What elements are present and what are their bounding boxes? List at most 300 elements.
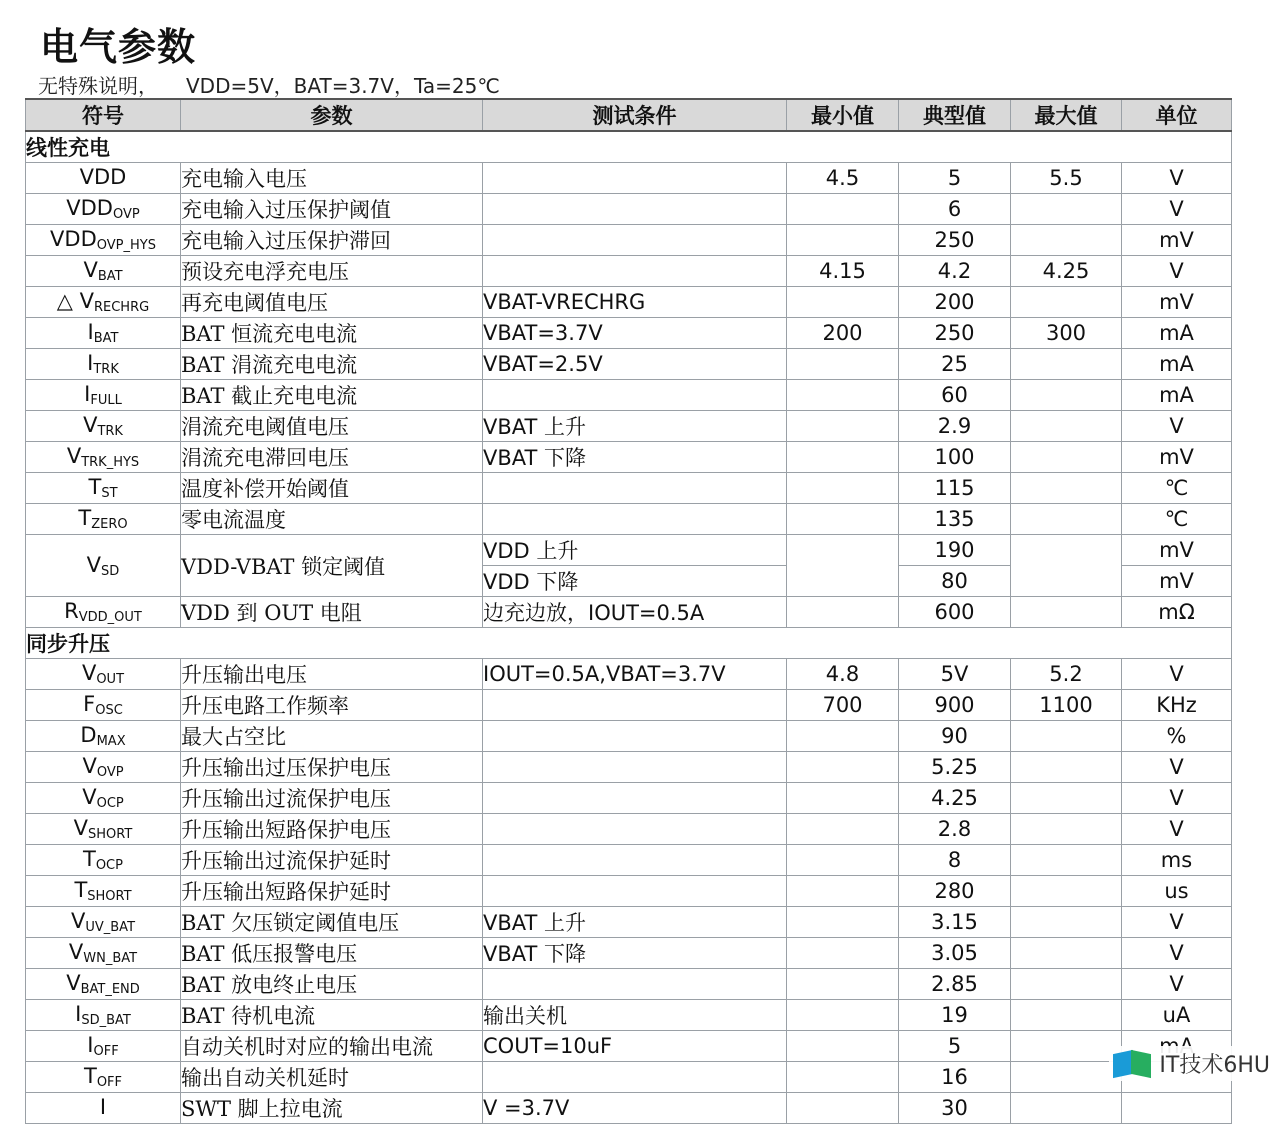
symbol-cell xyxy=(26,535,181,597)
condition-cell xyxy=(483,783,787,814)
table-row xyxy=(26,783,1232,814)
param-cell: 升压输出电压 xyxy=(181,659,483,690)
symbol-subscript: WN_BAT xyxy=(83,951,138,966)
symbol-subscript: ZERO xyxy=(91,517,128,532)
table-row xyxy=(26,225,1232,256)
symbol-subscript: OCP xyxy=(95,858,123,873)
table-header-row xyxy=(26,99,1232,131)
symbol-cell xyxy=(26,225,181,256)
table-row xyxy=(26,504,1232,535)
min-cell xyxy=(787,1000,899,1031)
condition-cell xyxy=(483,194,787,225)
section-linear-charge-row xyxy=(26,131,1232,163)
symbol-base: D xyxy=(80,723,97,747)
symbol-base: V xyxy=(83,258,98,282)
table-row xyxy=(26,938,1232,969)
symbol-base: V xyxy=(82,785,97,809)
table-row xyxy=(26,194,1232,225)
symbol-cell xyxy=(26,938,181,969)
param-cell: VDD-VBAT 锁定阈值 xyxy=(181,535,483,597)
table-row xyxy=(26,411,1232,442)
max-cell xyxy=(1011,380,1122,411)
param-cell: BAT 待机电流 xyxy=(181,1000,483,1031)
page-title: 电气参数 xyxy=(40,24,197,69)
header-parameter: 参数 xyxy=(181,99,483,131)
condition-cell xyxy=(483,814,787,845)
param-cell: 输出自动关机延时 xyxy=(181,1062,483,1093)
min-cell xyxy=(787,380,899,411)
condition-cell: 边充边放，IOUT=0.5A xyxy=(483,597,787,628)
condition-cell: VDD 上升 xyxy=(483,535,787,566)
symbol-cell xyxy=(26,659,181,690)
symbol-subscript: TRK xyxy=(97,424,123,439)
symbol-subscript: OFF xyxy=(96,1075,122,1090)
typ-cell: 90 xyxy=(899,721,1011,752)
min-cell xyxy=(787,287,899,318)
unit-cell: V xyxy=(1122,783,1232,814)
typ-cell: 5V xyxy=(899,659,1011,690)
symbol-subscript: BAT xyxy=(97,269,123,284)
default-conditions xyxy=(38,70,500,99)
symbol-subscript: OVP xyxy=(112,207,140,222)
symbol-cell xyxy=(26,845,181,876)
symbol-base: I xyxy=(75,1002,82,1026)
symbol-base: VDD xyxy=(79,165,127,189)
table-row xyxy=(26,845,1232,876)
condition-cell: VBAT 上升 xyxy=(483,411,787,442)
symbol-subscript: OVP xyxy=(96,765,124,780)
table-row xyxy=(26,473,1232,504)
symbol-subscript: BAT xyxy=(93,331,119,346)
condition-cell xyxy=(483,690,787,721)
max-cell xyxy=(1011,1093,1122,1124)
typ-cell: 80 xyxy=(899,566,1011,597)
typ-cell: 8 xyxy=(899,845,1011,876)
condition-cell xyxy=(483,380,787,411)
table-row xyxy=(26,907,1232,938)
table-row xyxy=(26,597,1232,628)
unit-cell: mA xyxy=(1122,380,1232,411)
min-cell xyxy=(787,938,899,969)
table-row xyxy=(26,256,1232,287)
unit-cell: % xyxy=(1122,721,1232,752)
min-cell xyxy=(787,1062,899,1093)
symbol-base: V xyxy=(70,909,86,933)
min-cell xyxy=(787,783,899,814)
unit-cell: ms xyxy=(1122,845,1232,876)
max-cell xyxy=(1011,504,1122,535)
max-cell xyxy=(1011,814,1122,845)
symbol-subscript: MAX xyxy=(96,734,126,749)
symbol-subscript: ST xyxy=(101,486,118,501)
symbol-base: T xyxy=(83,847,96,871)
param-cell: 再充电阈值电压 xyxy=(181,287,483,318)
header-typ: 典型值 xyxy=(899,99,1011,131)
symbol-base: V xyxy=(82,754,97,778)
min-cell xyxy=(787,597,899,628)
symbol-subscript: SD_BAT xyxy=(81,1013,131,1028)
symbol-cell xyxy=(26,380,181,411)
symbol-subscript: TRK xyxy=(93,362,119,377)
typ-cell: 115 xyxy=(899,473,1011,504)
table-row xyxy=(26,876,1232,907)
min-cell xyxy=(787,473,899,504)
symbol-subscript: OVP_HYS xyxy=(96,238,156,253)
param-cell: BAT 低压报警电压 xyxy=(181,938,483,969)
table-row xyxy=(26,1000,1232,1031)
unit-cell: mV xyxy=(1122,442,1232,473)
max-cell xyxy=(1011,969,1122,1000)
min-cell: 700 xyxy=(787,690,899,721)
unit-cell: V xyxy=(1122,256,1232,287)
symbol-base: T xyxy=(78,506,92,530)
min-cell xyxy=(787,876,899,907)
symbol-base: I xyxy=(87,320,94,344)
condition-cell: COUT=10uF xyxy=(483,1031,787,1062)
symbol-cell xyxy=(26,907,181,938)
min-cell: 4.8 xyxy=(787,659,899,690)
symbol-cell xyxy=(26,1031,181,1062)
symbol-cell xyxy=(26,814,181,845)
symbol-subscript: BAT_END xyxy=(80,982,140,997)
header-symbol: 符号 xyxy=(26,99,181,131)
typ-cell: 60 xyxy=(899,380,1011,411)
symbol-subscript: SHORT xyxy=(88,827,133,842)
condition-cell xyxy=(483,256,787,287)
book-logo-icon xyxy=(1113,1049,1153,1079)
watermark-text: IT技术6HU xyxy=(1159,1053,1270,1078)
typ-cell: 6 xyxy=(899,194,1011,225)
max-cell xyxy=(1011,938,1122,969)
min-cell xyxy=(787,349,899,380)
unit-cell: mV xyxy=(1122,225,1232,256)
symbol-cell xyxy=(26,318,181,349)
unit-cell: uA xyxy=(1122,1000,1232,1031)
condition-cell: V =3.7V xyxy=(483,1093,787,1124)
typ-cell: 250 xyxy=(899,225,1011,256)
min-cell xyxy=(787,225,899,256)
symbol-base: T xyxy=(88,475,102,499)
condition-cell: IOUT=0.5A,VBAT=3.7V xyxy=(483,659,787,690)
unit-cell xyxy=(1122,1093,1232,1124)
symbol-cell xyxy=(26,1062,181,1093)
symbol-base: VDD xyxy=(66,196,113,220)
table-row xyxy=(26,814,1232,845)
param-cell: 预设充电浮充电压 xyxy=(181,256,483,287)
symbol-base: T xyxy=(83,1064,97,1088)
param-cell: 充电输入电压 xyxy=(181,163,483,194)
condition-cell xyxy=(483,163,787,194)
table-row xyxy=(26,690,1232,721)
unit-cell: mA xyxy=(1122,318,1232,349)
symbol-base: V xyxy=(66,444,82,468)
unit-cell: V xyxy=(1122,163,1232,194)
symbol-base: T xyxy=(74,878,88,902)
typ-cell: 250 xyxy=(899,318,1011,349)
typ-cell: 2.8 xyxy=(899,814,1011,845)
condition-cell xyxy=(483,969,787,1000)
param-cell: 充电输入过压保护滞回 xyxy=(181,225,483,256)
param-cell: 升压输出过压保护电压 xyxy=(181,752,483,783)
header-test-condition: 测试条件 xyxy=(483,99,787,131)
condition-cell: VBAT=2.5V xyxy=(483,349,787,380)
min-cell xyxy=(787,194,899,225)
max-cell xyxy=(1011,194,1122,225)
header-unit: 单位 xyxy=(1122,99,1232,131)
typ-cell: 16 xyxy=(899,1062,1011,1093)
symbol-base: I xyxy=(99,1095,107,1119)
max-cell xyxy=(1011,597,1122,628)
param-cell: 升压输出过流保护延时 xyxy=(181,845,483,876)
max-cell xyxy=(1011,349,1122,380)
symbol-cell xyxy=(26,163,181,194)
min-cell xyxy=(787,845,899,876)
param-cell: BAT 放电终止电压 xyxy=(181,969,483,1000)
unit-cell: V xyxy=(1122,411,1232,442)
symbol-cell xyxy=(26,442,181,473)
max-cell xyxy=(1011,1000,1122,1031)
symbol-cell xyxy=(26,876,181,907)
symbol-base: I xyxy=(87,351,94,375)
condition-cell: VBAT 下降 xyxy=(483,938,787,969)
unit-cell: ℃ xyxy=(1122,504,1232,535)
max-cell: 4.25 xyxy=(1011,256,1122,287)
condition-cell: VBAT 下降 xyxy=(483,442,787,473)
symbol-base: V xyxy=(68,940,84,964)
typ-cell: 600 xyxy=(899,597,1011,628)
condition-cell xyxy=(483,876,787,907)
symbol-cell xyxy=(26,473,181,504)
max-cell xyxy=(1011,876,1122,907)
unit-cell: mA xyxy=(1122,349,1232,380)
typ-cell: 19 xyxy=(899,1000,1011,1031)
symbol-subscript: OUT xyxy=(96,672,125,687)
header-max: 最大值 xyxy=(1011,99,1122,131)
symbol-cell xyxy=(26,783,181,814)
typ-cell: 2.85 xyxy=(899,969,1011,1000)
symbol-cell xyxy=(26,1093,181,1124)
section-boost-title: 同步升压 xyxy=(26,628,1232,659)
symbol-base: F xyxy=(83,692,96,716)
min-cell xyxy=(787,442,899,473)
table-row xyxy=(26,1031,1232,1062)
unit-cell: us xyxy=(1122,876,1232,907)
param-cell: BAT 欠压锁定阈值电压 xyxy=(181,907,483,938)
unit-cell: V xyxy=(1122,938,1232,969)
max-cell: 5.2 xyxy=(1011,659,1122,690)
param-cell: 升压输出短路保护延时 xyxy=(181,876,483,907)
typ-cell: 100 xyxy=(899,442,1011,473)
max-cell: 300 xyxy=(1011,318,1122,349)
min-cell xyxy=(787,411,899,442)
symbol-subscript: FULL xyxy=(90,393,122,408)
symbol-cell xyxy=(26,1000,181,1031)
symbol-cell xyxy=(26,349,181,380)
condition-cell xyxy=(483,845,787,876)
typ-cell: 5 xyxy=(899,1031,1011,1062)
symbol-cell xyxy=(26,969,181,1000)
typ-cell: 30 xyxy=(899,1093,1011,1124)
section-boost-row xyxy=(26,628,1232,659)
unit-cell: ℃ xyxy=(1122,473,1232,504)
max-cell xyxy=(1011,845,1122,876)
max-cell: 5.5 xyxy=(1011,163,1122,194)
max-cell xyxy=(1011,1031,1122,1062)
symbol-base: R xyxy=(64,599,79,623)
condition-cell xyxy=(483,1062,787,1093)
max-cell xyxy=(1011,411,1122,442)
min-cell: 4.5 xyxy=(787,163,899,194)
table-body xyxy=(26,131,1232,1124)
max-cell xyxy=(1011,907,1122,938)
table-row xyxy=(26,442,1232,473)
symbol-base: V xyxy=(86,552,102,577)
max-cell xyxy=(1011,783,1122,814)
table-row xyxy=(26,721,1232,752)
symbol-subscript: RECHRG xyxy=(93,300,150,315)
min-cell xyxy=(787,1031,899,1062)
symbol-base: VDD xyxy=(50,227,97,251)
table-row xyxy=(26,752,1232,783)
max-cell xyxy=(1011,752,1122,783)
param-cell: 升压输出过流保护电压 xyxy=(181,783,483,814)
symbol-cell xyxy=(26,287,181,318)
symbol-subscript: OFF xyxy=(93,1044,119,1059)
typ-cell: 3.15 xyxy=(899,907,1011,938)
typ-cell: 3.05 xyxy=(899,938,1011,969)
symbol-subscript: OCP xyxy=(96,796,124,811)
typ-cell: 900 xyxy=(899,690,1011,721)
table-row xyxy=(26,1062,1232,1093)
typ-cell: 5 xyxy=(899,163,1011,194)
condition-cell: VBAT-VRECHRG xyxy=(483,287,787,318)
symbol-cell xyxy=(26,721,181,752)
param-cell: 升压输出短路保护电压 xyxy=(181,814,483,845)
symbol-cell xyxy=(26,411,181,442)
table-row xyxy=(26,163,1232,194)
unit-cell: mV xyxy=(1122,566,1232,597)
symbol-cell xyxy=(26,194,181,225)
min-cell xyxy=(787,969,899,1000)
max-cell: 1100 xyxy=(1011,690,1122,721)
conditions-values: VDD=5V，BAT=3.7V，Ta=25℃ xyxy=(186,74,500,98)
min-cell xyxy=(787,907,899,938)
unit-cell: KHz xyxy=(1122,690,1232,721)
typ-cell: 135 xyxy=(899,504,1011,535)
condition-cell: VBAT=3.7V xyxy=(483,318,787,349)
symbol-base: I xyxy=(87,1033,94,1057)
typ-cell: 4.2 xyxy=(899,256,1011,287)
typ-cell: 4.25 xyxy=(899,783,1011,814)
max-cell xyxy=(1011,721,1122,752)
condition-cell xyxy=(483,504,787,535)
min-cell xyxy=(787,1093,899,1124)
condition-cell: 输出关机 xyxy=(483,1000,787,1031)
condition-cell xyxy=(483,752,787,783)
typ-cell: 200 xyxy=(899,287,1011,318)
unit-cell: V xyxy=(1122,814,1232,845)
max-cell xyxy=(1011,535,1122,597)
param-cell: 充电输入过压保护阈值 xyxy=(181,194,483,225)
max-cell xyxy=(1011,1062,1122,1093)
min-cell xyxy=(787,752,899,783)
max-cell xyxy=(1011,442,1122,473)
symbol-subscript: VDD_OUT xyxy=(78,610,142,625)
unit-cell: V xyxy=(1122,194,1232,225)
typ-cell: 190 xyxy=(899,535,1011,566)
symbol-base: △ V xyxy=(56,289,94,313)
min-cell xyxy=(787,814,899,845)
param-cell: BAT 恒流充电电流 xyxy=(181,318,483,349)
unit-cell: mV xyxy=(1122,287,1232,318)
param-cell: 升压电路工作频率 xyxy=(181,690,483,721)
condition-cell: VBAT 上升 xyxy=(483,907,787,938)
table-row xyxy=(26,349,1232,380)
symbol-subscript: SD xyxy=(101,563,120,579)
param-cell: VDD 到 OUT 电阻 xyxy=(181,597,483,628)
section-linear-charge-title: 线性充电 xyxy=(26,131,1232,163)
symbol-base: V xyxy=(66,971,81,995)
symbol-cell xyxy=(26,504,181,535)
unit-cell: V xyxy=(1122,659,1232,690)
max-cell xyxy=(1011,287,1122,318)
param-cell: 涓流充电阈值电压 xyxy=(181,411,483,442)
param-cell: SWT 脚上拉电流 xyxy=(181,1093,483,1124)
symbol-cell xyxy=(26,597,181,628)
min-cell xyxy=(787,721,899,752)
symbol-subscript: TRK_HYS xyxy=(81,455,140,470)
table-row xyxy=(26,535,1232,566)
table-row xyxy=(26,318,1232,349)
table-row xyxy=(26,659,1232,690)
symbol-cell xyxy=(26,690,181,721)
condition-cell xyxy=(483,473,787,504)
param-cell: BAT 涓流充电电流 xyxy=(181,349,483,380)
max-cell xyxy=(1011,473,1122,504)
unit-cell: mV xyxy=(1122,535,1232,566)
symbol-base: V xyxy=(83,413,98,437)
param-cell: 零电流温度 xyxy=(181,504,483,535)
symbol-subscript: OSC xyxy=(95,703,123,718)
typ-cell: 280 xyxy=(899,876,1011,907)
unit-cell: mΩ xyxy=(1122,597,1232,628)
symbol-base: V xyxy=(73,816,89,840)
typ-cell: 25 xyxy=(899,349,1011,380)
min-cell xyxy=(787,504,899,535)
electrical-parameters-table xyxy=(25,98,1232,1124)
param-cell: 最大占空比 xyxy=(181,721,483,752)
unit-cell: V xyxy=(1122,907,1232,938)
unit-cell: V xyxy=(1122,752,1232,783)
symbol-cell xyxy=(26,256,181,287)
table-row xyxy=(26,969,1232,1000)
min-cell xyxy=(787,535,899,597)
symbol-base: I xyxy=(84,382,91,406)
param-cell: 自动关机时对应的输出电流 xyxy=(181,1031,483,1062)
header-min: 最小值 xyxy=(787,99,899,131)
min-cell: 4.15 xyxy=(787,256,899,287)
condition-cell: VDD 下降 xyxy=(483,566,787,597)
max-cell xyxy=(1011,225,1122,256)
conditions-note: 无特殊说明， xyxy=(38,74,158,98)
symbol-base: V xyxy=(81,661,97,685)
symbol-cell xyxy=(26,752,181,783)
typ-cell: 5.25 xyxy=(899,752,1011,783)
condition-cell xyxy=(483,721,787,752)
unit-cell: V xyxy=(1122,969,1232,1000)
param-cell: 涓流充电滞回电压 xyxy=(181,442,483,473)
watermark xyxy=(1109,1046,1274,1081)
